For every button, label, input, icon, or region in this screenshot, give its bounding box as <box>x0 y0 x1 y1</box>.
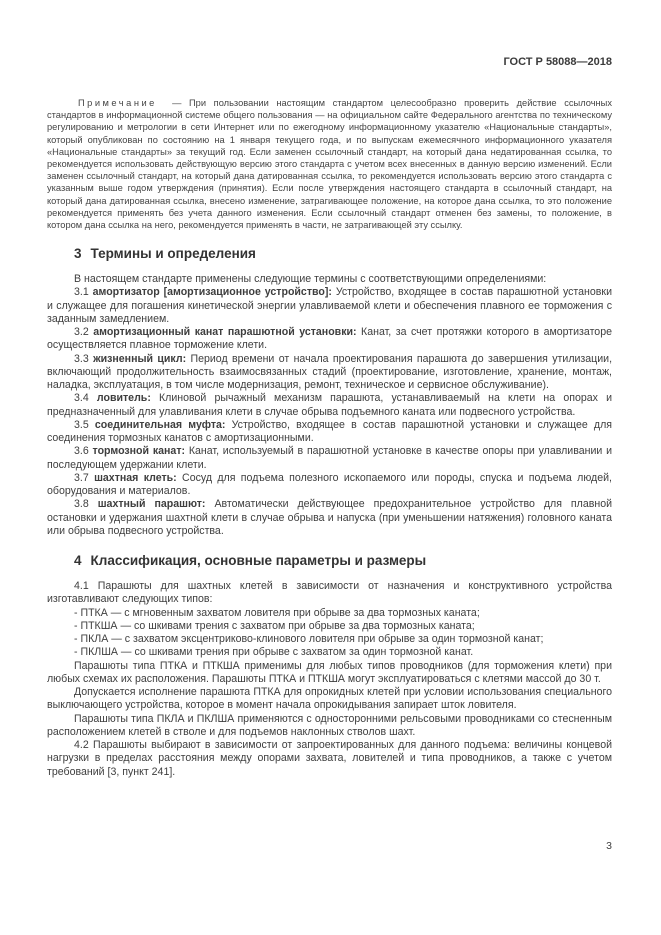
document-sections <box>47 246 612 779</box>
term-name: ловитель: <box>96 392 151 405</box>
body-paragraph: 4.2 Парашюты выбирают в зависимости от запроектированных для данного подъема: величины концевой нагрузки в пределах расстояния между опорами захвата, ловителей и типа проводников, а также с учетом требований [3, пункт 241]. <box>47 739 613 778</box>
section-title: Термины и определения <box>90 246 256 262</box>
section-title: Классификация, основные параметры и размеры <box>90 553 427 569</box>
section-heading <box>74 246 612 262</box>
list-item: - ПТКА — с мгновенным захватом ловителя при обрыве за два тормозных каната; <box>74 606 480 619</box>
term-name: соединительная муфта: <box>94 418 226 431</box>
clause-number: 3.4 <box>74 392 97 405</box>
note-paragraph: Примечание — При пользовании настоящим стандартом целесообразно проверить действие ссылочных стандартов в информационной системе общего пользования — на официальном сайте Федерального агентства по техническому регулированию и метрологии в сети Интернет или по ежегодному информационному указателю «Национальные стандарты», который опубликован по состоянию на 1 января текущего года, и по выпускам ежемесячного информационного указателя «Национальные стандарты» за текущий год. Если заменен ссылочный стандарт, на который дана недатированная ссылка, то рекомендуется использовать действующую версию этого стандарта с учетом всех внесенных в данную версию изменений. Если заменен ссылочный стандарт, на который дана датированная ссылка, то рекомендуется использовать версию этого стандарта с указанным выше годом утверждения (принятия). Если после утверждения настоящего стандарта в ссылочный стандарт, на который дана датированная ссылка, внесено изменение, затрагивающее положение, на которое дана ссылка, то это положение рекомендуется применять без учета данного изменения. Если ссылочный стандарт отменен без замены, то положение, в котором дана ссылка на него, рекомендуется применять в части, не затрагивающей эту ссылку. <box>47 98 612 231</box>
section-number: 4 <box>74 553 82 569</box>
page-number: 3 <box>606 840 612 852</box>
clause-number: 3.6 <box>74 445 93 458</box>
clause-number: 3.2 <box>74 326 94 339</box>
clause-number: 3.1 <box>74 286 93 299</box>
clause-number: 3.8 <box>74 498 98 511</box>
clause-number: 4.2 <box>74 739 93 752</box>
body-paragraph: 3.6 тормозной канат: Канат, используемый в парашютной установке в качестве опоры при улавливании и последующем удержании клети. <box>47 445 613 471</box>
body-paragraph: 3.5 соединительная муфта: Устройство, входящее в состав парашютной установки и служащее для соединения тормозных канатов с амортизационными. <box>47 418 613 445</box>
body-paragraph: Парашюты типа ПКЛА и ПКЛША применяются с односторонними рельсовыми проводниками со стесненным расположением клетей в стволе и для подъемов наклонных стволов шахт. <box>47 712 612 738</box>
body-paragraph: 3.7 шахтная клеть: Сосуд для подъема полезного ископаемого или породы, спуска и подъема людей, оборудования и материалов. <box>47 471 612 498</box>
term-name: амортизатор [амортизационное устройство]: <box>92 286 332 299</box>
section-number: 3 <box>74 246 82 262</box>
term-name: тормозной канат: <box>92 445 186 458</box>
body-paragraph: 3.4 ловитель: Клиновой рычажный механизм парашюта, устанавливаемый на клети на опорах и предназначенный для улавливания клети в случае обрыва подъемного каната или подвесного устройства. <box>47 392 613 418</box>
list-item: - ПКЛША — со шкивами трения при обрыве с захватом за один тормозной канат. <box>74 646 474 659</box>
list-item: - ПКЛА — с захватом эксцентриково-клинового ловителя при обрыве за один тормозной канат; <box>74 633 544 646</box>
body-paragraph: Парашюты типа ПТКА и ПТКША применимы для любых типов проводников (для торможения клети) при любых схемах их расположения. Парашюты ПТКА и ПТКША могут эксплуатироваться с клетями массой до 30 т. <box>47 659 612 685</box>
note-label: Примечание <box>78 98 157 108</box>
term-name: шахтная клеть: <box>94 471 177 484</box>
page-header <box>47 56 612 69</box>
term-name: амортизационный канат парашютной установки: <box>93 326 357 339</box>
clause-number: 3.5 <box>74 418 95 431</box>
body-paragraph: 3.2 амортизационный канат парашютной установки: Канат, за счет протяжки которого в амортизаторе осуществляется плавное торможение клети. <box>47 326 612 352</box>
term-name: шахтный парашют: <box>97 498 206 511</box>
body-paragraph: Допускается исполнение парашюта ПТКА для опрокидных клетей при условии использования специального выключающего устройства, которое в момент начала опрокидывания запирает шток ловителя. <box>47 686 612 712</box>
standard-designation: ГОСТ Р 58088—2018 <box>503 56 612 68</box>
section-heading <box>74 553 612 569</box>
body-paragraph: В настоящем стандарте применены следующие термины с соответствующими определениями: <box>74 273 547 286</box>
term-name: жизненный цикл: <box>93 352 187 365</box>
list-item: - ПТКША — со шкивами трения с захватом при обрыве за два тормозных каната; <box>74 619 475 632</box>
body-paragraph: 3.1 амортизатор [амортизационное устройство]: Устройство, входящее в состав парашютной установки и служащее для погашения кинетической энергии улавливаемой клети и обеспечения плавного ее торможения с заданным замедлением. <box>47 286 612 325</box>
body-paragraph: 4.1 Парашюты для шахтных клетей в зависимости от назначения и конструктивного устройства изготавливают следующих типов: <box>47 580 613 606</box>
clause-number: 3.3 <box>74 352 94 365</box>
clause-number: 4.1 <box>74 580 98 593</box>
body-paragraph: 3.3 жизненный цикл: Период времени от начала проектирования парашюта до завершения утилизации, включающий продолжительность взаимосвязанных стадий (проектирование, изготовление, хранение, монтаж, наладка, эксплуатация, в том числе модернизация, ремонт, техническое и сервисное обслуживание). <box>47 352 613 392</box>
clause-number: 3.7 <box>74 471 95 484</box>
body-paragraph: 3.8 шахтный парашют: Автоматически действующее предохранительное устройство для плавной остановки и удержания шахтной клети в случае обрыва и напуска (при уменьшении натяжения) головного каната или обрыва подвесного устройства. <box>47 498 613 537</box>
